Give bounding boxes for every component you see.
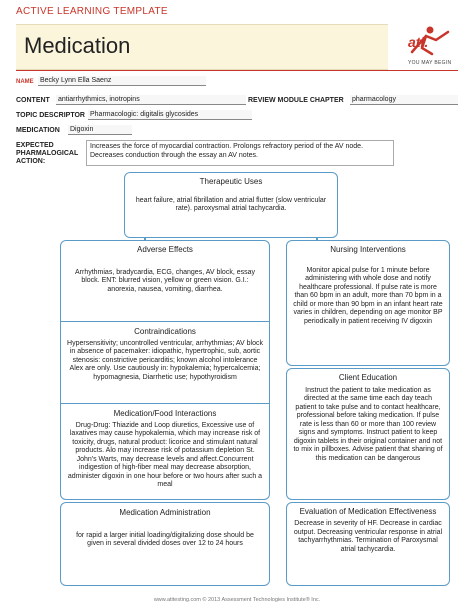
content-label: CONTENT: [16, 97, 50, 104]
topic-label: TOPIC DESCRIPTOR: [16, 112, 85, 119]
client-education-box: [286, 368, 450, 500]
separator-1: [61, 321, 269, 322]
content-field[interactable]: antiarrhythmics, inotropins: [56, 95, 246, 105]
template-label: ACTIVE LEARNING TEMPLATE: [16, 6, 168, 17]
nursing-interventions-title: Nursing Interventions: [330, 245, 406, 254]
footer: www.atitesting.com © 2013 Assessment Technologies Institute® Inc.: [153, 597, 321, 603]
name-field[interactable]: Becky Lynn Ella Saenz: [38, 76, 206, 86]
client-education-title: Client Education: [338, 373, 398, 382]
evaluation-title: Evaluation of Medication Effectiveness: [299, 507, 437, 516]
medication-administration-text: for rapid a larger initial loading/digitalizing dose should be given in several divided doses over 12 to 24 hours: [76, 531, 254, 547]
nursing-interventions-box: [286, 240, 450, 366]
review-chapter-label: REVIEW MODULE CHAPTER: [248, 97, 344, 104]
title-bar: [16, 24, 388, 70]
medication-label: MEDICATION: [16, 127, 60, 134]
separator-2: [61, 403, 269, 404]
medication-administration-title: Medication Administration: [119, 508, 211, 517]
adverse-effects-title: Adverse Effects: [137, 245, 193, 254]
review-chapter-field[interactable]: pharmacology: [350, 95, 458, 105]
therapeutic-uses-box: [124, 172, 338, 238]
name-label: NAME: [16, 79, 34, 85]
action-field[interactable]: Increases the force of myocardial contraction. Prolongs refractory period of the AV node. Decreases conduction through the essay an AV notes.: [86, 140, 394, 166]
interactions-text: Drug-Drug: Thiazide and Loop diuretics, Excessive use of laxatives may cause hypokalemia, which may increase risk of toxicity, drugs, natural product: licorice and stimulant natural products. Alo may increase risk of potassium depletion St. John's Warts, may decrease levels and affect.Concurrent indigestion of high-fiber meal may decrease absorption, administer digoxin in one hour before or two hours after such a meal: [67, 421, 263, 488]
contraindications-title: Contraindications: [134, 327, 196, 336]
medication-field[interactable]: Digoxin: [68, 125, 132, 135]
adverse-contra-interactions-box: [60, 240, 270, 500]
page-title: Medication: [24, 33, 131, 58]
topic-field[interactable]: Pharmacologic: digitalis glycosides: [88, 110, 252, 120]
contraindications-text: Hypersensitivity; uncontrolled ventricular, arrhythmias; AV block in absence of pacemaker: idiopathic, hypertrophic, sub, aortic stenosis: constrictive pericarditis; known alcohol intolerance Alex are only. Use cautiously in: hypokalemia; hypercalcemia; hypomagnesia, Diarrhetic use; hypothyroidism: [67, 339, 263, 381]
nursing-interventions-text: Monitor apical pulse for 1 minute before administering with whole dose and notify healthcare professional. If pulse rate is more than 60 bpm in an adult, more than 70 bpm in a child or more than 90 bpm in an infant heart rate varies in children, depending on age monitor BP periodically in patient receiving IV digoxin: [293, 266, 443, 325]
logo-text: ati.: [408, 34, 429, 50]
therapeutic-uses-title: Therapeutic Uses: [199, 177, 263, 186]
header-divider: [16, 70, 458, 71]
medication-administration-box: [60, 502, 270, 586]
client-education-text: Instruct the patient to take medication as directed at the same time each day teach patient to take pulse and to contact healthcare, professional before taking medication. If pulse rate is less than 60 or more than 100 review signs and symptoms. Instruct patient to keep digoxin tablets in their original container and not to mix in pillboxes. Advise patient that sharing of this medication can be dangerous: [293, 386, 443, 462]
evaluation-text: Decrease in severity of HF. Decrease in cardiac output. Decreasing ventricular response in atrial tachyarrhythmias. Termination of Paroxysmal atrial tachycardia.: [293, 520, 443, 553]
adverse-effects-text: Arrhythmias, bradycardia, ECG, changes, AV block, essay block. ENT: blurred vision, yellow or green vision. G.I.: anorexia, nausea, vomiting, diarrhea.: [74, 268, 255, 293]
logo-tagline: YOU MAY BEGIN: [408, 60, 452, 66]
therapeutic-uses-text: heart failure, atrial fibrillation and atrial flutter (slow ventricular rate). paroxysmal atrial tachycardia.: [135, 196, 327, 212]
ati-logo: [392, 22, 462, 74]
interactions-title: Medication/Food Interactions: [113, 409, 217, 418]
evaluation-box: [286, 502, 450, 586]
action-label: EXPECTED PHARMALOGICAL ACTION:: [16, 142, 79, 165]
